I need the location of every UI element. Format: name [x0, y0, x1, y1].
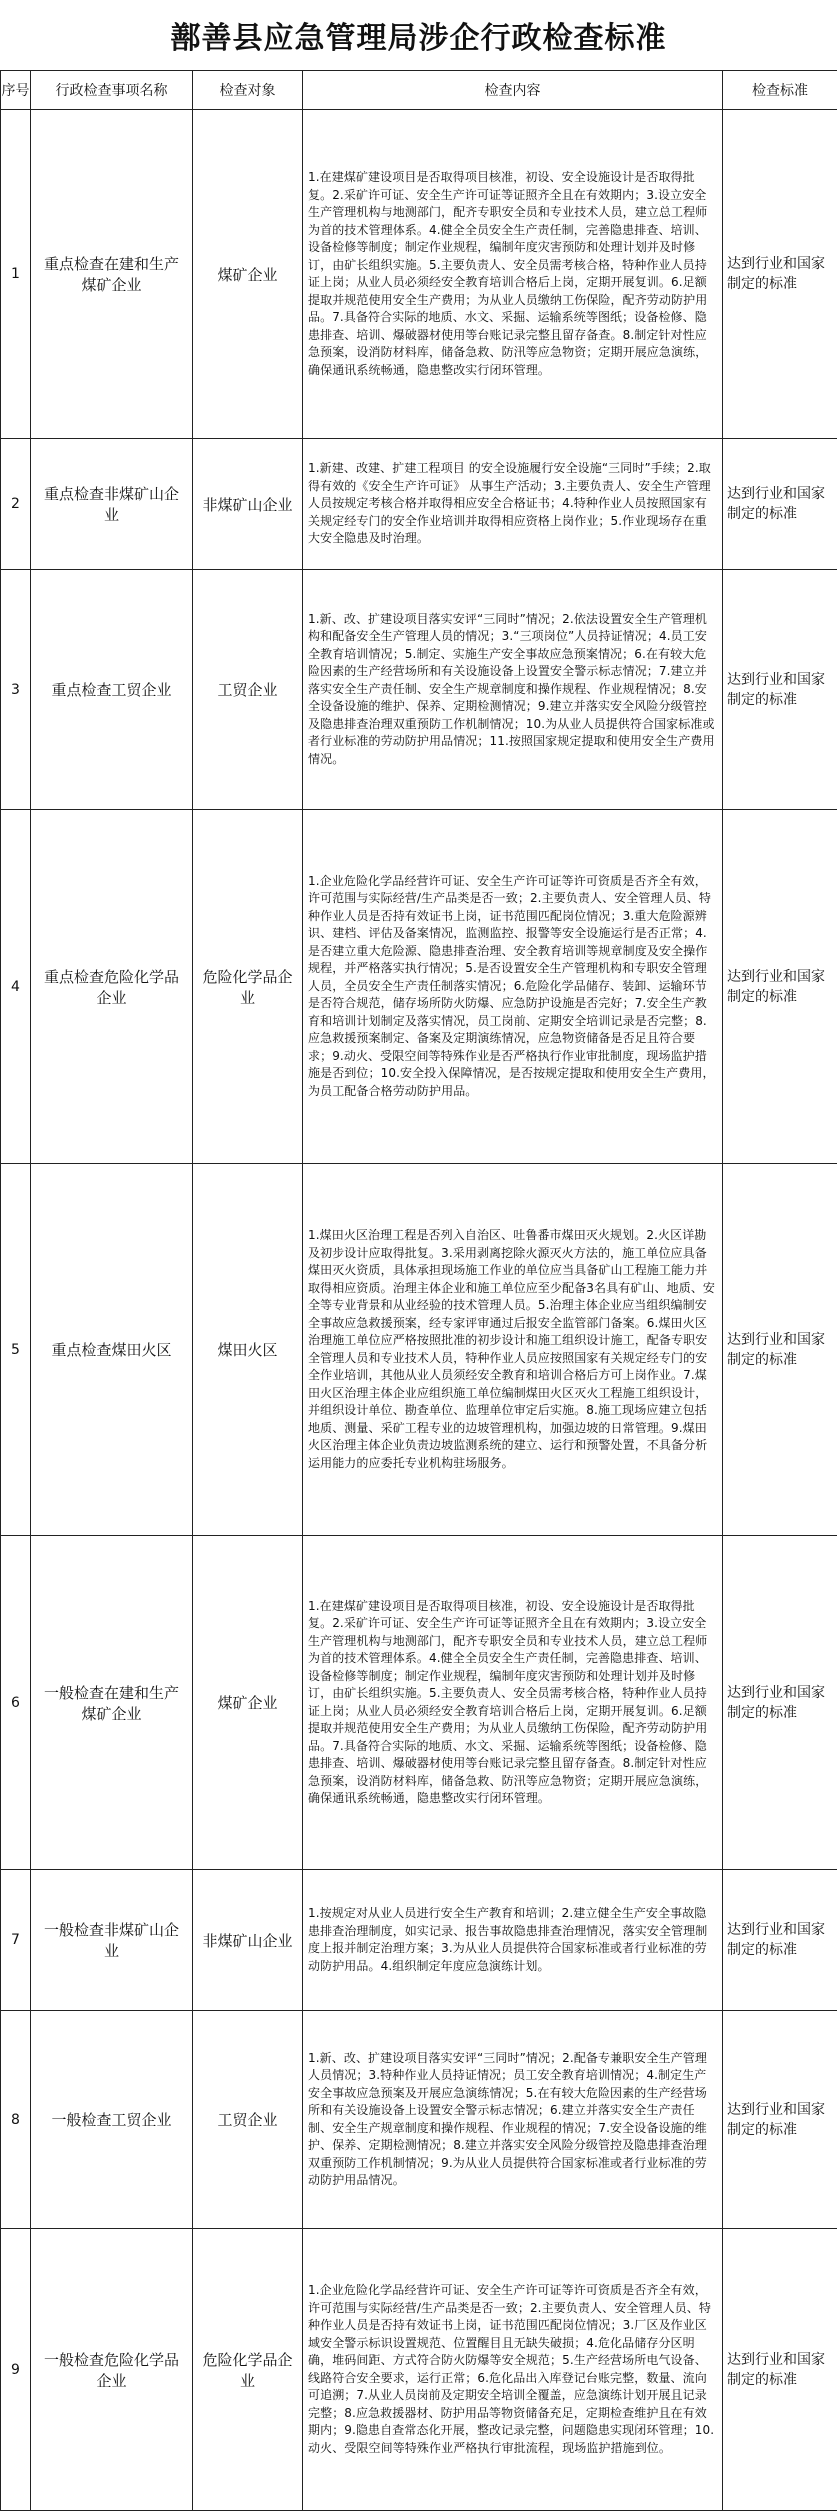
row-number: 2 — [1, 439, 31, 570]
inspection-target: 危险化学品企业 — [193, 810, 303, 1164]
inspection-target: 工贸企业 — [193, 570, 303, 810]
table-row — [1, 1536, 837, 1870]
inspection-standard: 达到行业和国家制定的标准 — [723, 2229, 837, 2511]
inspection-standard: 达到行业和国家制定的标准 — [723, 110, 837, 439]
inspection-standard: 达到行业和国家制定的标准 — [723, 1870, 837, 2011]
inspection-item: 一般检查非煤矿山企业 — [31, 1870, 193, 2011]
inspection-item: 一般检查在建和生产煤矿企业 — [31, 1536, 193, 1870]
inspection-target: 非煤矿山企业 — [193, 1870, 303, 2011]
inspection-target: 煤矿企业 — [193, 1536, 303, 1870]
table-row — [1, 110, 837, 439]
row-number: 1 — [1, 110, 31, 439]
inspection-standard: 达到行业和国家制定的标准 — [723, 2011, 837, 2229]
row-number: 7 — [1, 1870, 31, 2011]
inspection-target: 煤田火区 — [193, 1164, 303, 1536]
page-title: 鄯善县应急管理局涉企行政检查标准 — [170, 21, 667, 56]
header-item: 行政检查事项名称 — [31, 71, 193, 110]
inspection-standard: 达到行业和国家制定的标准 — [723, 1536, 837, 1870]
inspection-content: 1.新、改、扩建设项目落实安评“三同时”情况；2.配备专兼职安全生产管理人员情况；3.特种作业人员持证情况；员工安全教育培训情况；4.制定生产安全事故应急预案及开展应急演练情况；5.在有较大危险因素的生产经营场所和有关设施设备上设置安全警示标志情况；6.建立并落实安全生产责任制、安全生产规章制度和操作规程、作业规程的情况；7.安全设备设施的维护、保养、定期检测情况；8.建立并落实安全风险分级管控及隐患排查治理双重预防工作机制情况；9.为从业人员提供符合国家标准或者行业标准的劳动防护用品情况。 — [303, 2011, 723, 2229]
inspection-standard: 达到行业和国家制定的标准 — [723, 439, 837, 570]
header-standard: 检查标准 — [723, 71, 837, 110]
inspection-target: 非煤矿山企业 — [193, 439, 303, 570]
inspection-standard: 达到行业和国家制定的标准 — [723, 1164, 837, 1536]
header-content: 检查内容 — [303, 71, 723, 110]
inspection-content: 1.在建煤矿建设项目是否取得项目核准，初设、安全设施设计是否取得批复。2.采矿许可证、安全生产许可证等证照齐全且在有效期内；3.设立安全生产管理机构与地测部门，配齐专职安全员和专业技术人员，建立总工程师为首的技术管理体系。4.健全全员安全生产责任制，完善隐患排查、培训、设备检修等制度；制定作业规程，编制年度灾害预防和处理计划并及时修订，由矿长组织实施。5.主要负责人、安全员需考核合格，特种作业人员持证上岗；从业人员必须经安全教育培训合格后上岗，定期开展复训。6.足额提取并规范使用安全生产费用；为从业人员缴纳工伤保险，配齐劳动防护用品。7.具备符合实际的地质、水文、采掘、运输系统等图纸；设备检修、隐患排查、培训、爆破器材使用等台账记录完整且留存备查。8.制定针对性应急预案，设消防材料库，储备急救、防汛等应急物资；定期开展应急演练，确保通讯系统畅通，隐患整改实行闭环管理。 — [303, 110, 723, 439]
inspection-content: 1.企业危险化学品经营许可证、安全生产许可证等许可资质是否齐全有效，许可范围与实际经营/生产品类是否一致；2.主要负责人、安全管理人员、特种作业人员是否持有效证书上岗，证书范围匹配岗位情况；3.厂区及作业区域安全警示标识设置规范、位置醒目且无缺失破损；4.危化品储存分区明确，堆码间距、方式符合防火防爆等安全规范；5.生产经营场所电气设备、线路符合安全要求，运行正常；6.危化品出入库登记台账完整，数量、流向可追溯；7.从业人员岗前及定期安全培训全覆盖，应急演练计划开展且记录完整；8.应急救援器材、防护用品等物资储备充足，定期检查维护且在有效期内；9.隐患自查常态化开展，整改记录完整，问题隐患实现闭环管理；10.动火、受限空间等特殊作业严格执行审批流程，现场监护措施到位。 — [303, 2229, 723, 2511]
inspection-target: 煤矿企业 — [193, 110, 303, 439]
inspection-content: 1.煤田火区治理工程是否列入自治区、吐鲁番市煤田灭火规划。2.火区详勘及初步设计应取得批复。3.采用剥离挖除火源灭火方法的，施工单位应具备煤田灭火资质，具体承担现场施工作业的单位应当具备矿山工程施工能力并取得相应资质。治理主体企业和施工单位应至少配备3名具有矿山、地质、安全等专业背景和从业经验的技术管理人员。5.治理主体企业应当组织编制安全事故应急救援预案，经专家评审通过后报安全监管部门备案。6.煤田火区治理施工单位应严格按照批准的初步设计和施工组织设计施工，配备专职安全管理人员和专业技术人员，特种作业人员应按照国家有关规定经专门的安全作业培训，其他从业人员须经安全教育和培训合格后方可上岗作业。7.煤田火区治理主体企业应组织施工单位编制煤田火区灭火工程施工组织设计，并组织设计单位、勘查单位、监理单位审定后实施。8.施工现场应建立包括地质、测量、采矿工程专业的边坡管理机构，加强边坡的日常管理。9.煤田火区治理主体企业负责边坡监测系统的建立、运行和预警处置，不具备分析运用能力的应委托专业机构驻场服务。 — [303, 1164, 723, 1536]
inspection-item: 一般检查工贸企业 — [31, 2011, 193, 2229]
inspection-content: 1.在建煤矿建设项目是否取得项目核准，初设、安全设施设计是否取得批复。2.采矿许可证、安全生产许可证等证照齐全且在有效期内；3.设立安全生产管理机构与地测部门，配齐专职安全员和专业技术人员，建立总工程师为首的技术管理体系。4.健全全员安全生产责任制，完善隐患排查、培训、设备检修等制度；制定作业规程，编制年度灾害预防和处理计划并及时修订，由矿长组织实施。5.主要负责人、安全员需考核合格，特种作业人员持证上岗；从业人员必须经安全教育培训合格后上岗，定期开展复训。6.足额提取并规范使用安全生产费用；为从业人员缴纳工伤保险，配齐劳动防护用品。7.具备符合实际的地质、水文、采掘、运输系统等图纸；设备检修、隐患排查、培训、爆破器材使用等台账记录完整且留存备查。8.制定针对性应急预案，设消防材料库，储备急救、防汛等应急物资；定期开展应急演练，确保通讯系统畅通，隐患整改实行闭环管理。 — [303, 1536, 723, 1870]
table-row — [1, 2011, 837, 2229]
header-no: 序号 — [1, 71, 31, 110]
inspection-item: 一般检查危险化学品企业 — [31, 2229, 193, 2511]
header-target: 检查对象 — [193, 71, 303, 110]
row-number: 5 — [1, 1164, 31, 1536]
inspection-item: 重点检查工贸企业 — [31, 570, 193, 810]
inspection-item: 重点检查非煤矿山企业 — [31, 439, 193, 570]
inspection-content: 1.新、改、扩建设项目落实安评“三同时”情况；2.依法设置安全生产管理机构和配备安全生产管理人员的情况；3.“三项岗位”人员持证情况；4.员工安全教育培训情况；5.制定、实施生产安全事故应急预案情况；6.在有较大危险因素的生产经营场所和有关设施设备上设置安全警示标志情况；7.建立并落实安全生产责任制、安全生产规章制度和操作规程、作业规程情况；8.安全设备设施的维护、保养、定期检测情况；9.建立并落实安全风险分级管控及隐患排查治理双重预防工作机制情况；10.为从业人员提供符合国家标准或者行业标准的劳动防护用品情况；11.按照国家规定提取和使用安全生产费用情况。 — [303, 570, 723, 810]
inspection-item: 重点检查煤田火区 — [31, 1164, 193, 1536]
inspection-content: 1.新建、改建、扩建工程项目 的安全设施履行安全设施“三同时”手续；2.取得有效的《安全生产许可证》 从事生产活动；3.主要负责人、安全生产管理人员按规定考核合格并取得相应安全合格证书；4.特种作业人员按照国家有关规定经专门的安全作业培训并取得相应资格上岗作业；5.作业现场存在重大安全隐患及时治理。 — [303, 439, 723, 570]
inspection-content: 1.企业危险化学品经营许可证、安全生产许可证等许可资质是否齐全有效，许可范围与实际经营/生产品类是否一致；2.主要负责人、安全管理人员、特种作业人员是否持有效证书上岗，证书范围匹配岗位情况；3.重大危险源辨识、建档、评估及备案情况，监测监控、报警等安全设施运行是否正常；4.是否建立重大危险源、隐患排查治理、安全教育培训等规章制度及安全操作规程，并严格落实执行情况；5.是否设置安全生产管理机构和专职安全管理人员，全员安全生产责任制落实情况；6.危险化学品储存、装卸、运输环节是否符合规范，储存场所防火防爆、应急防护设施是否完好；7.安全生产教育和培训计划制定及落实情况，员工岗前、定期安全培训记录是否完整；8.应急救援预案制定、备案及定期演练情况，应急物资储备是否足且符合要求；9.动火、受限空间等特殊作业是否严格执行作业审批制度，现场监护措施是否到位；10.安全投入保障情况，是否按规定提取和使用安全生产费用，为员工配备合格劳动防护用品。 — [303, 810, 723, 1164]
row-number: 6 — [1, 1536, 31, 1870]
table-row — [1, 1164, 837, 1536]
row-number: 3 — [1, 570, 31, 810]
table-row — [1, 2229, 837, 2511]
row-number: 8 — [1, 2011, 31, 2229]
inspection-item: 重点检查危险化学品企业 — [31, 810, 193, 1164]
inspection-target: 工贸企业 — [193, 2011, 303, 2229]
inspection-standard: 达到行业和国家制定的标准 — [723, 570, 837, 810]
row-number: 4 — [1, 810, 31, 1164]
table-row — [1, 1870, 837, 2011]
inspection-content: 1.按规定对从业人员进行安全生产教育和培训；2.建立健全生产安全事故隐患排查治理制度，如实记录、报告事故隐患排查治理情况，落实安全管理制度上报并制定治理方案；3.为从业人员提供符合国家标准或者行业标准的劳动防护用品。4.组织制定年度应急演练计划。 — [303, 1870, 723, 2011]
inspection-target: 危险化学品企业 — [193, 2229, 303, 2511]
inspection-standards-table — [0, 70, 837, 2511]
table-header-row — [1, 71, 837, 110]
table-row — [1, 810, 837, 1164]
inspection-item: 重点检查在建和生产煤矿企业 — [31, 110, 193, 439]
inspection-standard: 达到行业和国家制定的标准 — [723, 810, 837, 1164]
table-row — [1, 439, 837, 570]
row-number: 9 — [1, 2229, 31, 2511]
table-row — [1, 570, 837, 810]
